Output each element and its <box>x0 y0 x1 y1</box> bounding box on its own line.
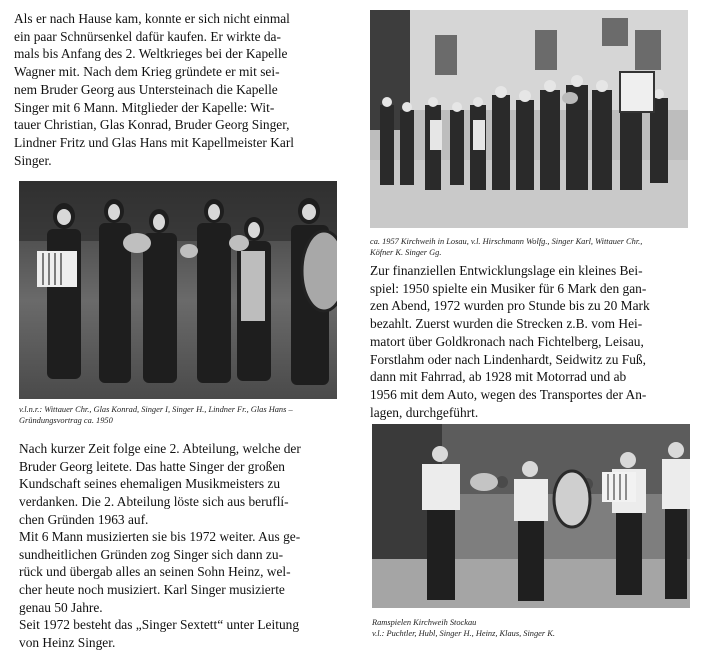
founding-photo-caption: v.l.n.r.: Wittauer Chr., Glas Konrad, Singer I, Singer H., Lindner Fr., Glas Hans – Gründungsvortrag ca. 1950 <box>19 405 293 425</box>
stockau-photo-caption: Ramspielen Kirchweih Stockau v.l.: Puchtler, Hubl, Singer H., Heinz, Klaus, Singer K. <box>372 618 555 638</box>
sextett-paragraph: Seit 1972 besteht das „Singer Sextett“ unter Leitung von Heinz Singer. <box>19 617 300 650</box>
losau-photo-caption: ca. 1957 Kirchweih in Losau, v.l. Hirschmann Wolfg., Singer Karl, Wittauer Chr., Köfner K. Singer Gg. <box>370 237 643 257</box>
kirchweih-stockau-photo <box>372 424 690 608</box>
retirement-paragraph: Mit 6 Mann musizierten sie bis 1972 weiter. Aus ge- sundheitlichen Gründen zog Singer sich dann zu- rück und übergab alles an seinen Sohn Heinz, wel- cher heute noch musiziert. Karl Singer musizierte genau 50 Jahre. <box>19 529 301 615</box>
financial-paragraph: Zur finanziellen Entwicklungslage ein kleines Bei- spiel: 1950 spielte ein Musiker für 6 Mark den gan- zen Abend, 1972 wurden pro Stunde bis zu 20 Mark bezahlt. Zuerst wurden die Strecken z.B. vom Hei- matort über Goldkronach nach Fichtelberg, Leisau, Forstlahm oder nach Lindenhardt, Seidwitz zu Fuß, dann mit Fahrrad, ab 1928 mit Motorrad und ab 1956 mit dem Auto, wegen des Transportes der An- lagen, durchgeführt. <box>370 263 650 420</box>
intro-paragraph: Als er nach Hause kam, konnte er sich nicht einmal ein paar Schnürsenkel dafür kaufen. Er wirkte da- mals bis Anfang des 2. Weltkrieges bei der Kapelle Wagner mit. Nach dem Krieg gründete er mit sei- nem Bruder Georg aus Untersteinach die Kapelle Singer mit 6 Mann. Mitglieder der Kapelle: Wit- tauer Christian, Glas Konrad, Bruder Georg Singer, Lindner Fritz und Glas Hans mit Kapellmeister Karl Singer. <box>14 11 295 168</box>
band-founding-photo <box>19 181 337 399</box>
second-section-paragraph: Nach kurzer Zeit folge eine 2. Abteilung, welche der Bruder Georg leitete. Das hatte Singer der großen Kundschaft seines ehemaligen Musikmeisters zu verdanken. Die 2. Abteilung löste sich aus beruflí- chen Gründen 1963 auf. <box>19 441 301 527</box>
kirchweih-losau-photo <box>370 10 688 228</box>
